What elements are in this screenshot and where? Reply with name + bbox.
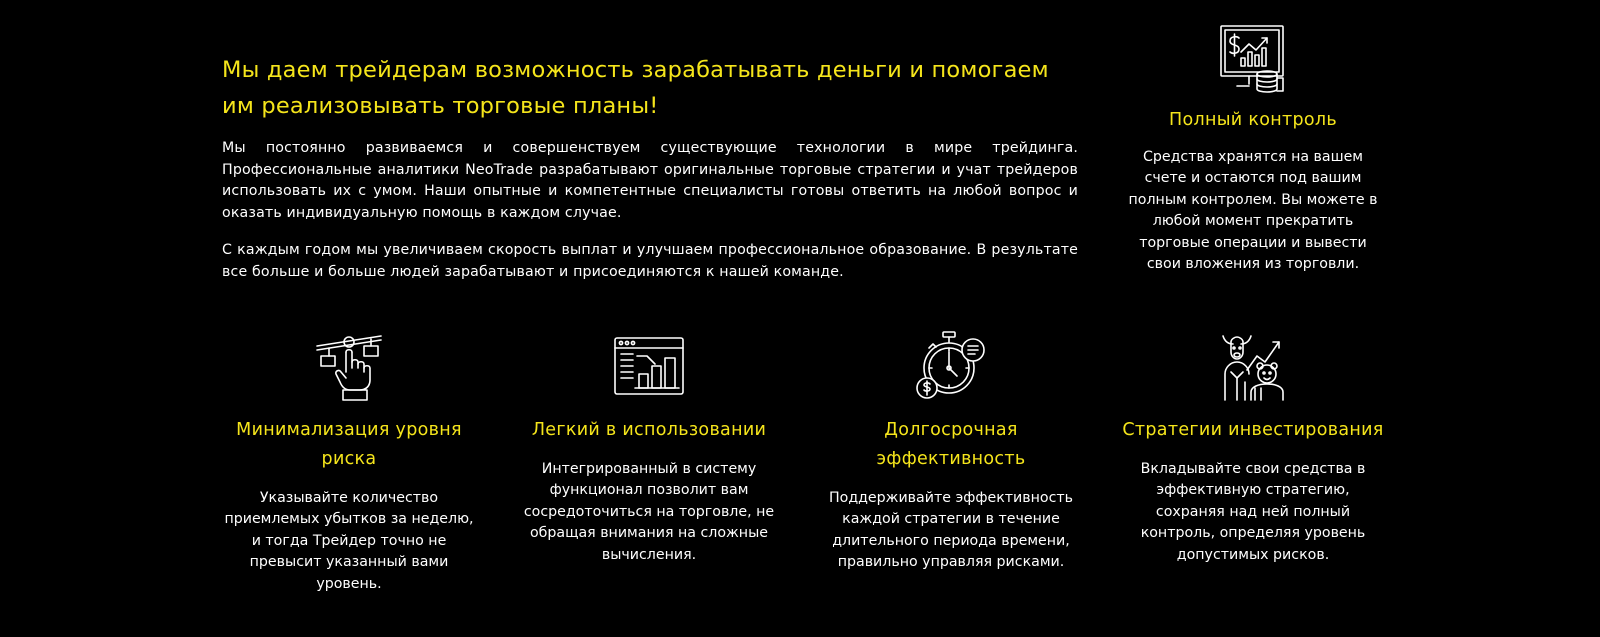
browser-chart-icon [613,330,685,402]
intro-section [222,52,1078,299]
feature-text: Поддерживайте эффективность каждой стратегии в течение длительного периода времени, правильно управляя рисками. [828,490,1074,571]
feature-investment-strategies [1122,330,1384,566]
bull-bear-icon [1217,330,1289,402]
feature-title: Минимализация уровня риска [236,420,462,469]
intro-paragraph-1: Мы постоянно развиваемся и совершенствуем существующие технологии в мире трейдинга. Профессиональные аналитики NeoTrade разрабатывают оригинальные торговые стратегии и учат трейдеров использовать их с умом. Наши опытные и компетентные специалисты готовы ответить на любой вопрос и оказать индивидуальную помощь в каждом случае. [222,140,1078,221]
intro-paragraph-2: С каждым годом мы увеличиваем скорость выплат и улучшаем профессиональное образование. В результате все больше и больше людей зарабатывают и присоединяются к нашей команде. [222,242,1078,280]
feature-long-term-efficiency [820,330,1082,574]
feature-title: Легкий в использовании [531,420,767,440]
feature-full-control [1122,24,1384,275]
feature-title: Полный контроль [1169,110,1337,130]
feature-text: Вкладывайте свои средства в эффективную стратегию, сохраняя над ней полный контроль, определяя уровень допустимых рисков. [1140,461,1366,563]
feature-risk-minimization [218,330,480,595]
dollar-chart-monitor-icon [1217,24,1289,96]
feature-title: Долгосрочная эффективность [876,420,1026,469]
feature-text: Интегрированный в систему функционал позволит вам сосредоточиться на торговле, не обращая внимания на сложные вычисления. [523,461,775,563]
feature-text: Указывайте количество приемлемых убытков за неделю, и тогда Трейдер точно не превысит указанный вами уровень. [224,490,474,592]
hand-slider-icon [313,330,385,402]
feature-easy-to-use [518,330,780,566]
intro-title: Мы даем трейдерам возможность зарабатывать деньги и помогаем им реализовывать торговые планы! [222,57,1049,119]
feature-title: Стратегии инвестирования [1122,420,1384,440]
stopwatch-dollar-icon [915,330,987,402]
feature-text: Средства хранятся на вашем счете и остаются под вашим полным контролем. Вы можете в любой момент прекратить торговые операции и вывести свои вложения из торговли. [1128,149,1378,273]
